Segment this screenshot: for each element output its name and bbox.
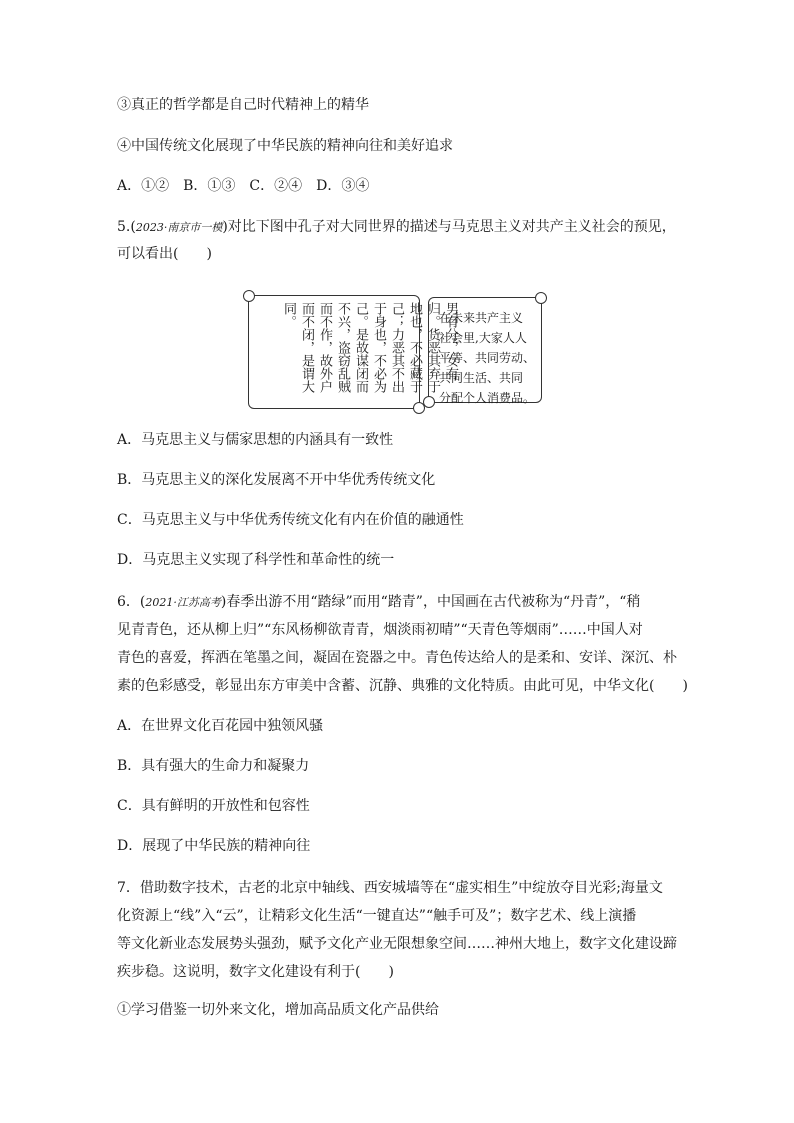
question-7-stem-line2: 化资源上“线”入“云”，让精彩文化生活“一键直达”“触手可及”；数字艺术、线上演播 bbox=[117, 908, 637, 924]
question-4-choices: A．①② B．①③ C．②④ D．③④ bbox=[117, 178, 370, 194]
question-6-option-d[interactable]: D．展现了中华民族的精神向往 bbox=[117, 838, 311, 854]
marx-quote: 在未来共产主义 社会里,大家人人 平等、共同劳动、 共同生活、共同 分配个人消费品。 bbox=[439, 311, 536, 405]
question-5-option-a[interactable]: A．马克思主义与儒家思想的内涵具有一致性 bbox=[117, 432, 394, 448]
option-3-line: ③真正的哲学都是自己时代精神上的精华 bbox=[117, 97, 369, 113]
question-5-stem-cont: 可以看出( ) bbox=[117, 246, 212, 262]
confucius-scroll bbox=[248, 295, 458, 409]
question-5-text: )对比下图中孔子对大同世界的描述与马克思主义对共产主义社会的预见， bbox=[222, 219, 676, 235]
question-5-number: 5.( bbox=[117, 219, 136, 235]
confucius-quote: 男有分，女有归。货恶其弃于地也，不必藏于己；力恶其不出于身也，不必为己。是故谋闭而不兴，盗窃乱贼而不作，故外户而不闭，是谓大同。 bbox=[281, 302, 458, 393]
question-5-source: 2023·南京市一模 bbox=[135, 221, 223, 234]
option-4-line: ④中国传统文化展现了中华民族的精神向往和美好追求 bbox=[117, 138, 453, 154]
question-5-option-d[interactable]: D．马克思主义实现了科学性和革命性的统一 bbox=[117, 552, 395, 568]
question-6-stem-line3: 青色的喜爱，挥洒在笔墨之间，凝固在瓷器之中。青色传达给人的是柔和、安详、深沉、朴 bbox=[117, 650, 677, 666]
question-7-stem-line3: 等文化新业态发展势头强劲，赋予文化产业无限想象空间……神州大地上，数字文化建设蹄 bbox=[117, 936, 677, 952]
question-6-text: )春季出游不用“踏绿”而用“踏青”，中国画在古代被称为“丹青”，“稍 bbox=[220, 594, 641, 610]
question-6-stem-line2: 见青青色，还从柳上归”“东风杨柳欲青青，烟淡雨初晴”“天青色等烟雨”……中国人对 bbox=[117, 622, 643, 638]
question-7-item-1: ①学习借鉴一切外来文化，增加高品质文化产品供给 bbox=[117, 1002, 439, 1018]
question-6-stem-line4: 素的色彩感受，彰显出东方审美中含蓄、沉静、典雅的文化特质。由此可见，中华文化( ) bbox=[117, 678, 688, 694]
question-5-option-c[interactable]: C．马克思主义与中华优秀传统文化有内在价值的融通性 bbox=[117, 512, 464, 528]
question-6-option-a[interactable]: A．在世界文化百花园中独领风骚 bbox=[117, 718, 324, 734]
marx-scroll bbox=[428, 297, 542, 403]
question-6-option-c[interactable]: C．具有鲜明的开放性和包容性 bbox=[117, 798, 310, 814]
question-6-source: 2021·江苏高考 bbox=[145, 596, 221, 609]
question-7-stem: 7．借助数字技术，古老的北京中轴线、西安城墙等在“虚实相生”中绽放夺目光彩;海量文 bbox=[117, 880, 663, 896]
question-7-stem-line4: 疾步稳。这说明，数字文化建设有利于( ) bbox=[117, 964, 394, 980]
question-5-option-b[interactable]: B．马克思主义的深化发展离不开中华优秀传统文化 bbox=[117, 472, 436, 488]
question-6-stem bbox=[117, 592, 640, 613]
question-6-number: 6．( bbox=[117, 594, 146, 610]
question-5-stem bbox=[117, 217, 676, 238]
question-6-option-b[interactable]: B．具有强大的生命力和凝聚力 bbox=[117, 758, 310, 774]
